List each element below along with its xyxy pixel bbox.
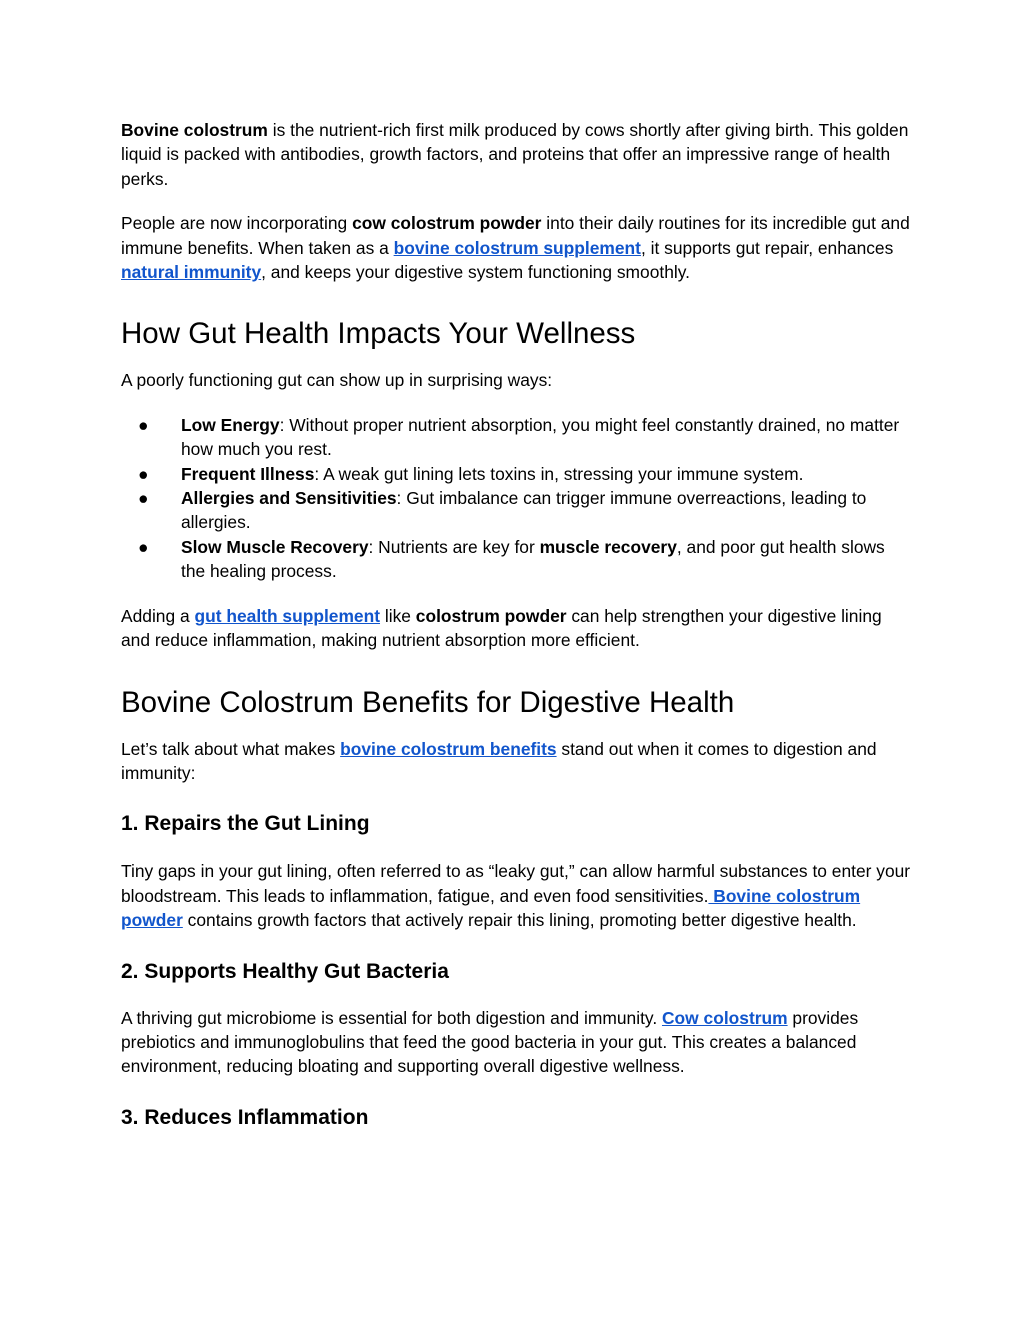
- list-item-text: , and poor gut health slows the healing process.: [181, 536, 885, 582]
- gut-bacteria-paragraph: [121, 1006, 911, 1079]
- bovine-colostrum-supplement-link[interactable]: bovine colostrum supplement: [393, 237, 641, 258]
- paragraph-text: is the nutrient-rich first milk produced by cows shortly after giving birth. This golden liquid is packed with antibodies, growth factors, and proteins that offer an impressive range of health perks.: [121, 120, 909, 189]
- paragraph-text: , and keeps your digestive system functioning smoothly.: [261, 262, 690, 283]
- list-item-text: : Nutrients are key for: [368, 536, 540, 557]
- document-body: [121, 118, 911, 1131]
- subheading-repairs-gut-lining: 1. Repairs the Gut Lining: [121, 812, 370, 836]
- paragraph-text: People are now incorporating: [121, 213, 353, 234]
- paragraph-text: provides prebiotics and immunoglobulins that feed the good bacteria in your gut. This creates a balanced environment, reducing bloating and supporting overall digestive wellness.: [121, 1007, 859, 1077]
- paragraph-text: into their daily routines for its incredible gut and immune benefits. When taken as a: [121, 213, 910, 258]
- bold-term: Frequent Illness: [181, 463, 315, 484]
- paragraph-text: like: [380, 605, 416, 626]
- bullet-icon: ●: [138, 463, 149, 484]
- intro-paragraph-1: [121, 118, 911, 191]
- list-item-text: : Gut imbalance can trigger immune overreactions, leading to allergies.: [181, 488, 867, 533]
- list-item: [121, 462, 911, 486]
- paragraph-text: Tiny gaps in your gut lining, often referred to as “leaky gut,” can allow harmful substances to enter your bloodstream. This leads to inflammation, fatigue, and even food sensitivities.: [121, 861, 911, 906]
- symptom-list: [121, 413, 911, 584]
- paragraph-text: contains growth factors that actively repair this lining, promoting better digestive health.: [182, 910, 857, 931]
- bullet-icon: ●: [138, 536, 149, 557]
- gut-health-supplement-link[interactable]: gut health supplement: [194, 605, 381, 626]
- paragraph-text: Adding a: [121, 605, 195, 626]
- section-heading-gut-health: How Gut Health Impacts Your Wellness: [121, 317, 636, 351]
- section1-closing: [121, 604, 911, 653]
- bold-term: colostrum powder: [415, 605, 567, 626]
- bold-term: muscle recovery: [539, 536, 677, 557]
- subheading-gut-bacteria: 2. Supports Healthy Gut Bacteria: [121, 959, 449, 983]
- list-item-text: : Without proper nutrient absorption, you might feel constantly drained, no matter how much you rest.: [181, 414, 900, 460]
- list-item-text: : A weak gut lining lets toxins in, stressing your immune system.: [314, 463, 804, 484]
- cow-colostrum-link[interactable]: Cow colostrum: [661, 1007, 788, 1028]
- section-heading-benefits: Bovine Colostrum Benefits for Digestive Health: [121, 685, 735, 719]
- bold-term: cow colostrum powder: [352, 213, 542, 234]
- paragraph-text: , it supports gut repair, enhances: [640, 237, 894, 258]
- list-item: [121, 535, 911, 584]
- paragraph-text: A thriving gut microbiome is essential for both digestion and immunity.: [121, 1007, 662, 1028]
- bullet-icon: ●: [138, 488, 149, 509]
- intro-paragraph-2: [121, 211, 911, 284]
- bold-term: Low Energy: [181, 414, 280, 435]
- repairs-gut-lining-paragraph: [121, 859, 911, 932]
- subheading-reduces-inflammation: 3. Reduces Inflammation: [121, 1105, 369, 1129]
- paragraph-text: Let’s talk about what makes: [121, 738, 341, 759]
- section2-lead: [121, 737, 911, 786]
- bovine-colostrum-powder-link[interactable]: Bovine colostrum powder: [121, 885, 861, 931]
- section1-lead: A poorly functioning gut can show up in surprising ways:: [121, 370, 553, 391]
- bold-term: Slow Muscle Recovery: [181, 536, 369, 557]
- paragraph-text: can help strengthen your digestive lining and reduce inflammation, making nutrient absorption more efficient.: [121, 605, 882, 651]
- bold-term: Allergies and Sensitivities: [181, 488, 397, 509]
- list-item: [121, 486, 911, 535]
- bullet-icon: ●: [138, 414, 149, 435]
- natural-immunity-link[interactable]: natural immunity: [121, 262, 262, 283]
- bold-term: Bovine colostrum: [121, 120, 268, 140]
- bovine-colostrum-benefits-link[interactable]: bovine colostrum benefits: [340, 738, 557, 759]
- list-item: [121, 413, 911, 462]
- paragraph-text: stand out when it comes to digestion and immunity:: [121, 738, 877, 783]
